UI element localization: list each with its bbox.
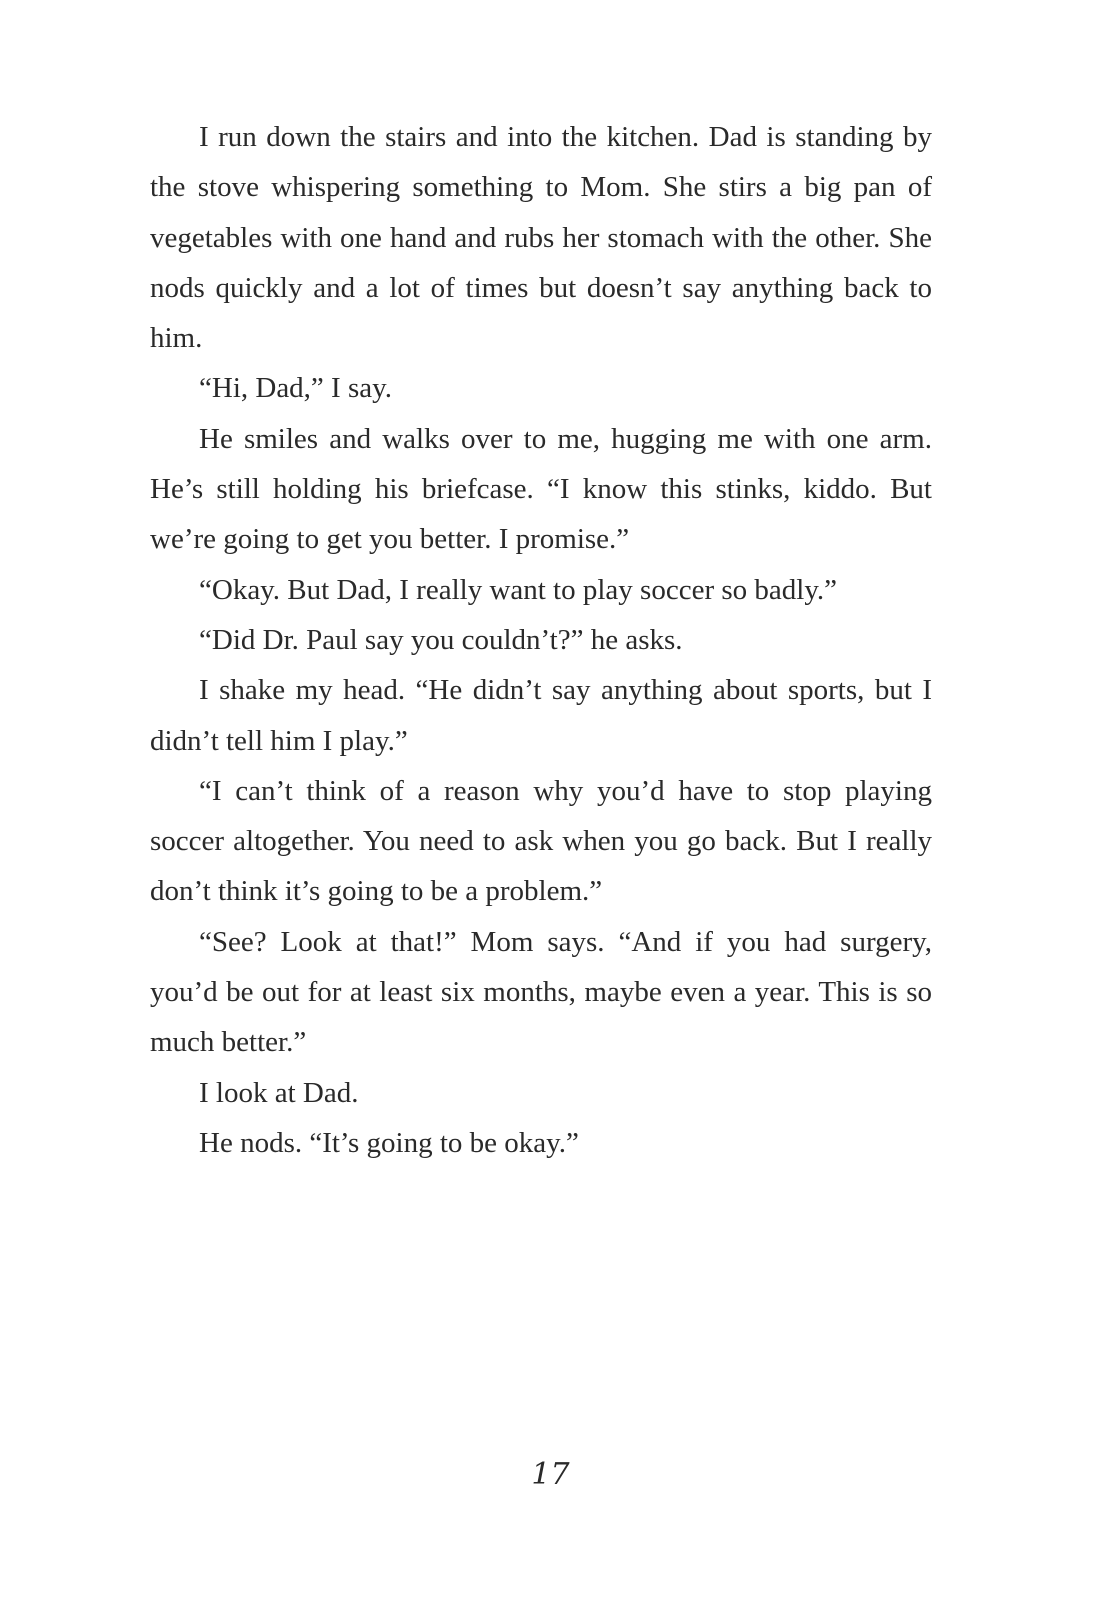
- paragraph: “Did Dr. Paul say you couldn’t?” he asks.: [199, 623, 683, 656]
- paragraph: “I can’t think of a reason why you’d have to stop playing soccer altogether. You need to ask when you go back. But I really don’t think it’s going to be a problem.”: [150, 774, 932, 908]
- paragraph: I shake my head. “He didn’t say anything about sports, but I didn’t tell him I play.”: [150, 674, 932, 757]
- page-number: 17: [531, 1457, 570, 1492]
- paragraph: “Okay. But Dad, I really want to play soccer so badly.”: [199, 573, 838, 606]
- paragraph: I run down the stairs and into the kitchen. Dad is standing by the stove whispering something to Mom. She stirs a big pan of vegetables with one hand and rubs her stomach with the other. She nods quickly and a lot of times but doesn’t say anything back to him.: [150, 121, 932, 355]
- body-text: [150, 112, 932, 1168]
- paragraph: He nods. “It’s going to be okay.”: [199, 1126, 579, 1159]
- paragraph: “See? Look at that!” Mom says. “And if you had surgery, you’d be out for at least six months, maybe even a year. This is so much better.”: [150, 925, 932, 1059]
- paragraph: He smiles and walks over to me, hugging me with one arm. He’s still holding his briefcase. “I know this stinks, kiddo. But we’re going to get you better. I promise.”: [150, 422, 932, 556]
- paragraph: I look at Dad.: [199, 1076, 359, 1109]
- paragraph: “Hi, Dad,” I say.: [199, 372, 392, 405]
